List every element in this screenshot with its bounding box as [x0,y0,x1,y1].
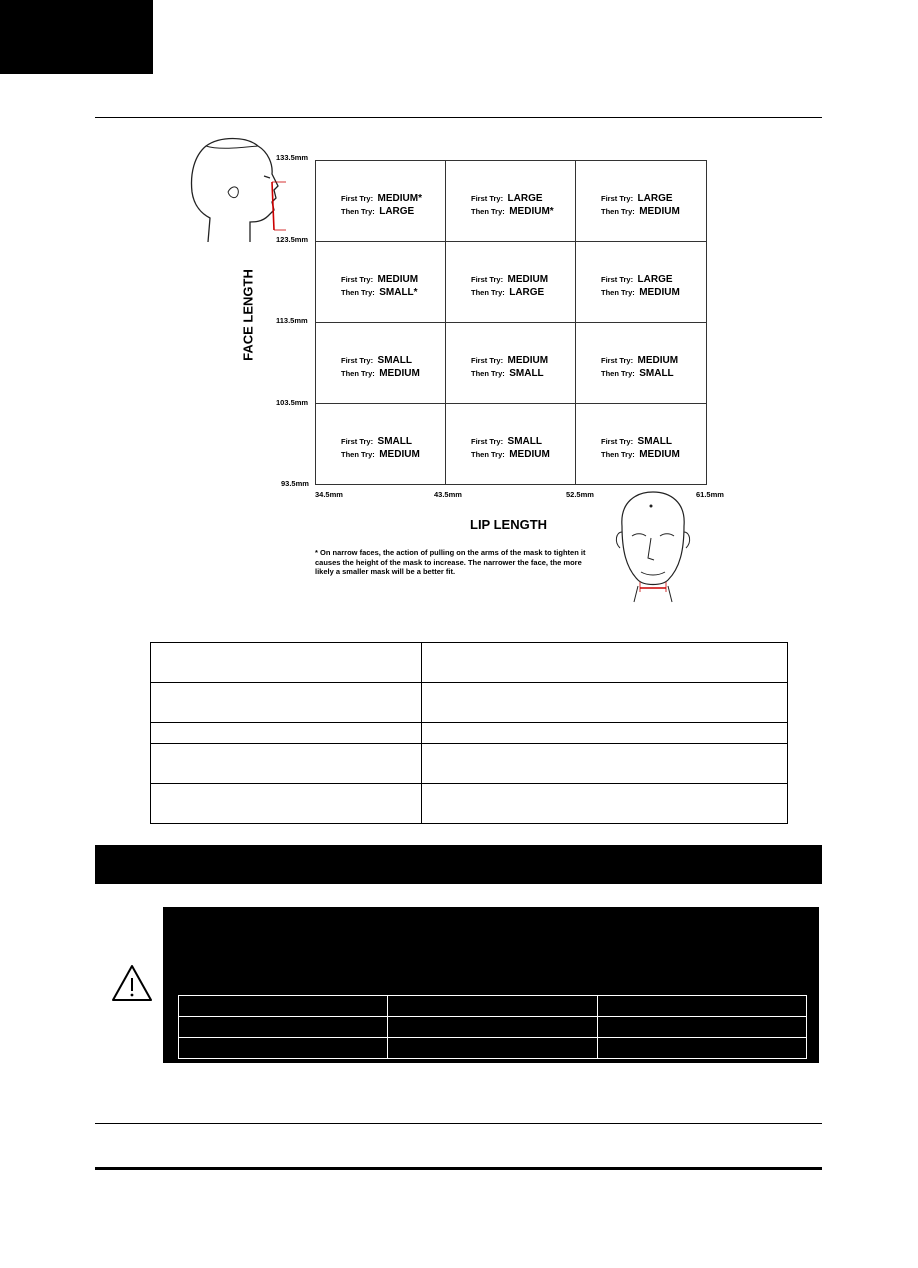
then-try-line [341,282,418,300]
then-try-prefix: Then Try: [341,207,375,216]
table-row [151,643,788,683]
face-front-icon [608,488,698,604]
table-row [179,1038,807,1059]
table-cell [151,784,422,824]
then-try-line [341,201,414,219]
sizing-grid [315,160,707,485]
first-try-prefix: First Try: [471,275,504,284]
section-heading-banner [95,845,822,884]
footnote: * On narrow faces, the action of pulling on the arms of the mask to tighten it causes the height of the mask to increase. The narrower the face, the more likely a smaller mask will be a better fit. [315,548,586,576]
then-try-prefix: Then Try: [471,450,505,459]
then-try-line [601,282,680,300]
size-cell [576,323,706,404]
then-try-prefix: Then Try: [471,288,505,297]
warning-table [178,995,807,1059]
info-table [150,642,788,824]
then-try-line [471,282,544,300]
then-try-size: SMALL [509,368,544,379]
first-try-size: LARGE [637,193,673,204]
table-row [151,744,788,784]
then-try-size: LARGE [379,206,415,217]
first-try-prefix: First Try: [601,437,634,446]
first-try-size: MEDIUM [507,274,549,285]
then-try-size: LARGE [509,287,545,298]
then-try-size: SMALL [639,368,674,379]
header-rule [95,117,822,118]
size-cell [316,242,446,323]
size-cell [446,323,576,404]
then-try-size: MEDIUM [379,368,420,379]
size-cell [446,242,576,323]
x-tick: 34.5mm [315,490,343,499]
then-try-line [601,444,680,462]
x-tick: 52.5mm [566,490,594,499]
first-try-size: SMALL [377,436,412,447]
then-try-size: SMALL* [379,287,418,298]
then-try-size: MEDIUM [639,206,680,217]
footer-rule-thick [95,1167,822,1170]
then-try-line [341,363,420,381]
first-try-prefix: First Try: [601,275,634,284]
then-try-line [601,363,674,381]
size-cell [446,404,576,484]
first-try-prefix: First Try: [341,437,374,446]
first-try-prefix: First Try: [471,437,504,446]
first-try-size: MEDIUM [377,274,419,285]
then-try-line [601,201,680,219]
then-try-line [471,201,554,219]
then-try-prefix: Then Try: [601,288,635,297]
first-try-prefix: First Try: [471,194,504,203]
table-cell [151,723,422,744]
then-try-line [471,444,550,462]
then-try-prefix: Then Try: [341,288,375,297]
first-try-size: LARGE [507,193,543,204]
warning-box [163,907,819,1063]
then-try-line [341,444,420,462]
size-cell [316,404,446,484]
warning-icon [110,963,154,1003]
size-cell [446,161,576,242]
first-try-size: MEDIUM* [377,193,422,204]
size-cell [576,404,706,484]
table-cell [388,1038,597,1059]
then-try-prefix: Then Try: [341,450,375,459]
table-cell [422,744,788,784]
then-try-size: MEDIUM [509,449,550,460]
first-try-size: MEDIUM [637,355,679,366]
first-try-size: MEDIUM [507,355,549,366]
first-try-prefix: First Try: [601,194,634,203]
table-cell [151,643,422,683]
y-tick: 113.5mm [276,316,308,325]
table-cell [179,1017,388,1038]
table-row [179,1017,807,1038]
table-cell [422,723,788,744]
x-tick: 61.5mm [696,490,724,499]
table-row [179,996,807,1017]
table-cell [422,643,788,683]
size-cell [316,323,446,404]
size-cell [576,161,706,242]
table-row [151,784,788,824]
y-tick: 103.5mm [276,398,309,407]
table-row [151,683,788,723]
table-cell [179,1038,388,1059]
then-try-size: MEDIUM [639,449,680,460]
first-try-size: SMALL [377,355,412,366]
table-cell [388,996,597,1017]
table-cell [179,996,388,1017]
then-try-size: MEDIUM* [509,206,554,217]
head-profile-icon [188,134,288,244]
size-cell [316,161,446,242]
table-cell [597,1017,806,1038]
table-cell [388,1017,597,1038]
first-try-size: SMALL [507,436,542,447]
then-try-line [471,363,544,381]
table-cell [151,744,422,784]
then-try-size: MEDIUM [379,449,420,460]
y-tick: 123.5mm [276,235,309,244]
first-try-prefix: First Try: [341,275,374,284]
table-cell [597,1038,806,1059]
table-cell [597,996,806,1017]
header-block [0,0,153,74]
table-cell [151,683,422,723]
then-try-prefix: Then Try: [471,369,505,378]
then-try-prefix: Then Try: [341,369,375,378]
size-cell [576,242,706,323]
first-try-prefix: First Try: [471,356,504,365]
then-try-prefix: Then Try: [601,450,635,459]
y-tick: 133.5mm [276,153,309,162]
first-try-prefix: First Try: [341,194,374,203]
then-try-size: MEDIUM [639,287,680,298]
x-tick: 43.5mm [434,490,462,499]
y-tick: 93.5mm [281,479,309,488]
table-cell [422,784,788,824]
table-row [151,723,788,744]
then-try-prefix: Then Try: [601,369,635,378]
table-cell [422,683,788,723]
then-try-prefix: Then Try: [601,207,635,216]
first-try-prefix: First Try: [341,356,374,365]
y-axis-label: FACE LENGTH [240,269,256,361]
footer-rule [95,1123,822,1124]
first-try-size: LARGE [637,274,673,285]
x-axis-label: LIP LENGTH [470,517,548,532]
first-try-size: SMALL [637,436,672,447]
first-try-prefix: First Try: [601,356,634,365]
then-try-prefix: Then Try: [471,207,505,216]
